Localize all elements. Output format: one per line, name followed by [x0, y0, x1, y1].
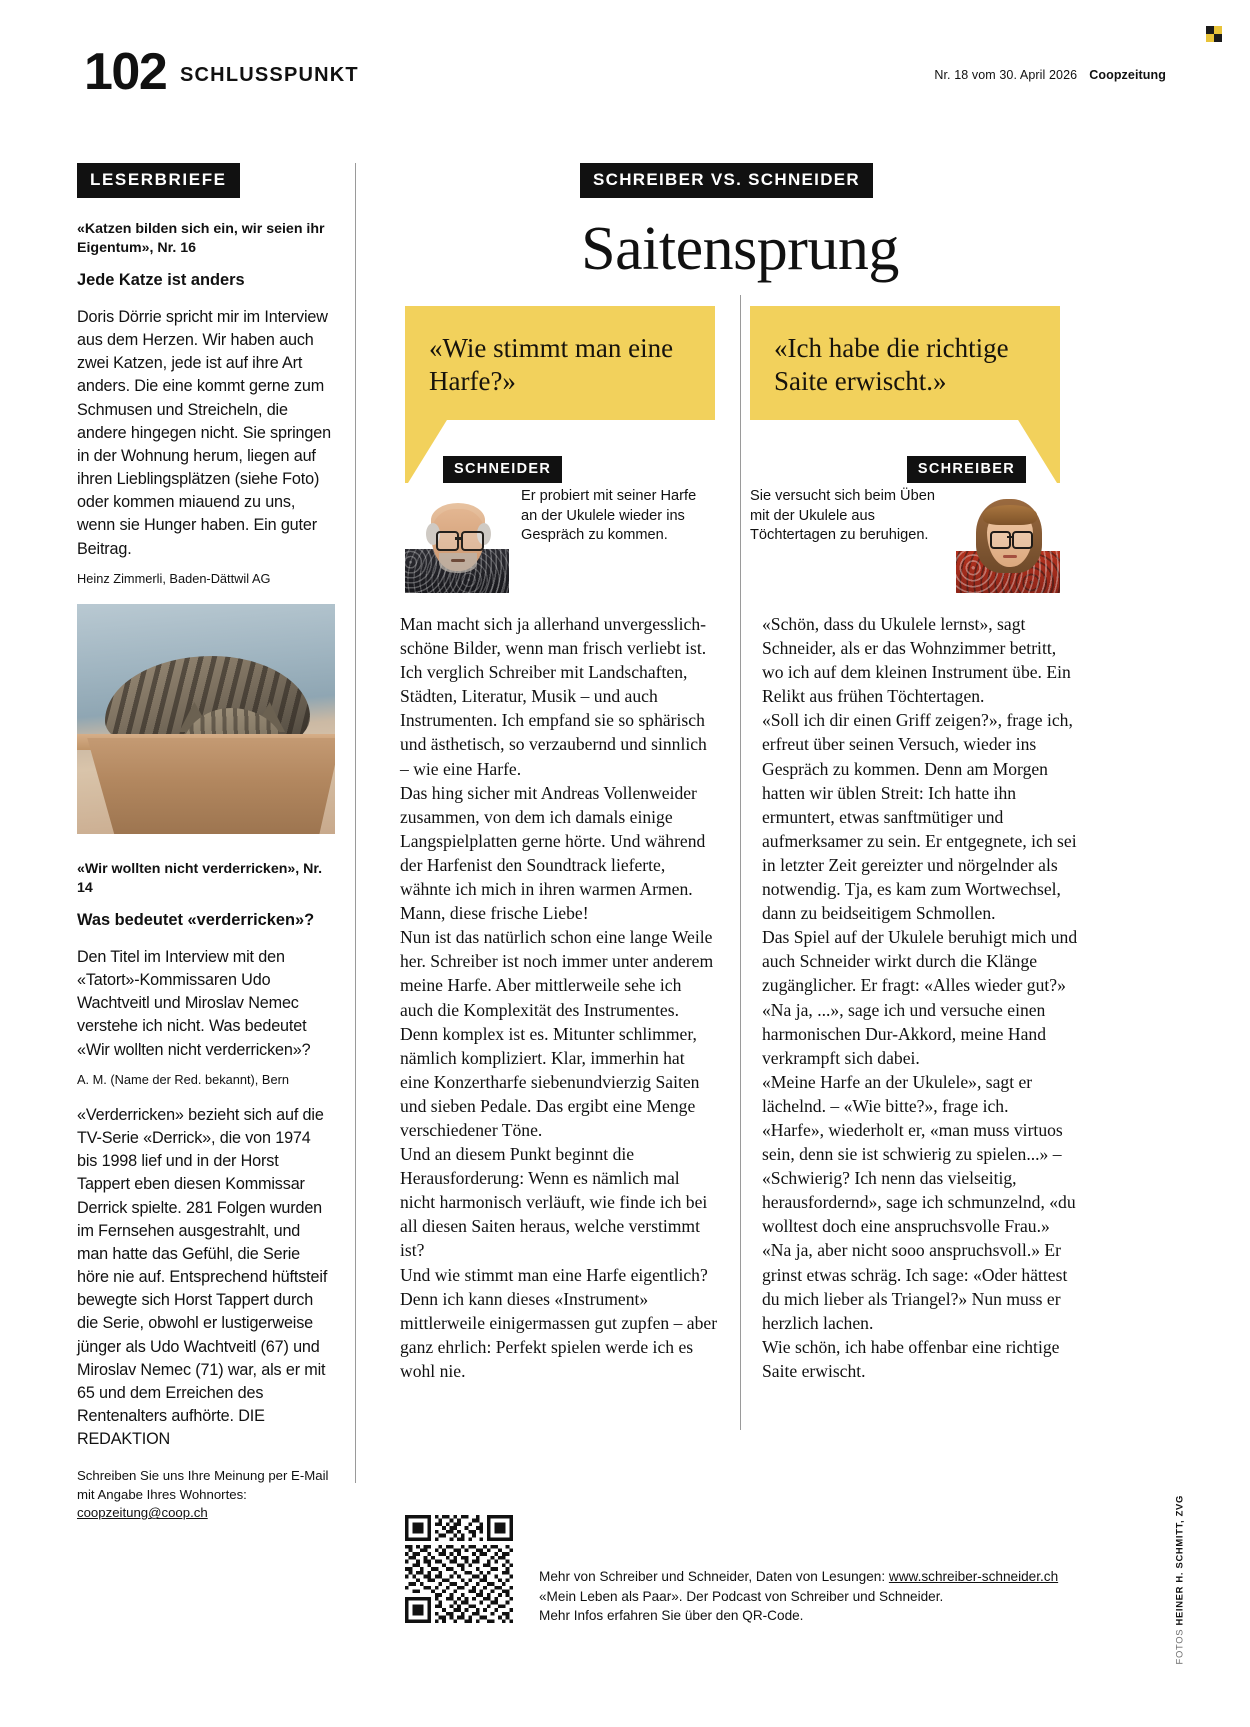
feature-column-left	[400, 612, 718, 1383]
byline-schneider	[405, 456, 715, 593]
column-divider-main	[355, 163, 356, 1483]
portrait-schreiber	[956, 483, 1060, 593]
feature-body-columns	[400, 612, 1080, 1383]
letter-signature: Heinz Zimmerli, Baden-Dättwil AG	[77, 570, 271, 586]
masthead	[84, 43, 1166, 104]
registration-mark-icon	[1206, 26, 1222, 42]
portrait-schneider	[405, 483, 509, 593]
photo-credit-label: FOTOS	[1173, 1628, 1184, 1665]
photo-credit	[1173, 1495, 1184, 1664]
feature-headline: Saitensprung	[581, 215, 899, 283]
qr-footer-text	[539, 1515, 1058, 1626]
feature-text-schneider: Man macht sich ja allerhand unvergesslich-schöne Bilder, wenn man frisch verliebt ist. Ich verglich Schreiber mit Landschaften, Städten, Literatur, Musik – und auch Instrumenten. Ich empfand sie so sphärisch und ästhetisch, so verzaubernd und sinnlich – wie eine Harfe. Das hing sicher mit Andreas Vollenweider zusammen, von dem ich damals einige Langspielplatten gerne hörte. Und während der Harfenist den Soundtrack lieferte, wähnte ich mich in ihren warmen Armen. Mann, diese frische Liebe! Nun ist das natürlich schon eine lange Weile her. Schreiber ist noch immer unter anderem meine Harfe. Aber mittlerweile sehe ich auch die Komplexität des Instrumentes. Denn komplex ist es. Mitunter schlimmer, nämlich kompliziert. Klar, immerhin hat eine Konzertharfe siebenundvierzig Saiten und sieben Pedale. Das ergibt eine Menge verschiedener Töne. Und an diesem Punkt beginnt die Herausforderung: Wenn es nämlich mal nicht harmonisch verläuft, wie finde ich bei all diesen Saiten heraus, welche verstimmt ist? Und wie stimmt man eine Harfe eigentlich? Denn ich kann dieses «Instrument» mittlerweile einigermassen gut zupfen – aber ganz ehrlich: Perfekt spielen werde ich es wohl nie.	[400, 614, 718, 1381]
quote-bubble-schneider	[405, 306, 715, 420]
issue-date: Nr. 18 vom 30. April 2026	[934, 68, 1078, 82]
letters-section-tag: LESERBRIEFE	[77, 163, 240, 198]
portrait-caption: Er probiert mit seiner Harfe an der Ukulele wieder ins Gespräch zu kommen.	[521, 488, 697, 544]
letter-signature: A. M. (Name der Red. bekannt), Bern	[77, 1071, 289, 1087]
feature-text-schreiber: «Schön, dass du Ukulele lernst», sagt Schneider, als er das Wohnzimmer betritt, wo ich auf dem kleinen Instrument übe. Ein Relikt aus frühen Töchtertagen. «Soll ich dir einen Griff zeigen?», frage ich, erfreut über seinen Versuch, wieder ins Gespräch zu kommen. Denn am Morgen hatten wir üblen Streit: Ich hatte ihn ermuntert, etwas sanftmütiger und aufmerksamer zu sein. Er entgegnete, ich sei in letzter Zeit gereizter und nörgelnder als notwendig. Tja, es kam zum Wortwechsel, dann zu beidseitigem Schmollen. Das Spiel auf der Ukulele beruhigt mich und auch Schneider wirkt durch die Klänge zugänglicher. Er fragt: «Alles wieder gut?» «Na ja, ...», sage ich und versuche einen harmonischen Dur-Akkord, meine Hand verkrampft sich dabei. «Meine Harfe an der Ukulele», sagt er lächelnd. – «Wie bitte?», frage ich. «Harfe», wiederholt er, «man muss virtuos sein, denn sie ist schwierig zu spielen...» – «Schwierig? Ich nenn das vielseitig, herausfordernd», sage ich schmunzelnd, «du wolltest doch eine anspruchsvolle Frau.» «Na ja, aber nicht sooo anspruchsvoll.» Er grinst etwas schräg. Ich sage: «Oder hättest du mich lieber als Triangel?» Nun muss er herzlich lachen. Wie schön, ich habe offenbar eine richtige Saite erwischt.	[762, 614, 1078, 1381]
feature-section-tag: SCHREIBER VS. SCHNEIDER	[580, 163, 873, 198]
quote-bubbles	[400, 306, 1080, 576]
qr-line2: «Mein Leben als Paar». Der Podcast von Schreiber und Schneider.	[539, 1588, 944, 1604]
photo-credit-value: HEINER H. SCHMITT, ZVG	[1173, 1495, 1184, 1626]
author-name-chip: SCHNEIDER	[443, 456, 562, 483]
letter-body: Doris Dörrie spricht mir im Interview aus dem Herzen. Wir haben auch zwei Katzen, jede ist auf ihre Art anders. Die eine kommt gerne zum Schmusen und Streicheln, die andere hingegen nicht. Sie springen in der Wohnung herum, liegen auf ihren Lieblingsplätzen (siehe Foto) oder kommen miauend zu uns, wenn sie Hunger haben. Ein guter Beitrag.	[77, 307, 331, 558]
quote-text: «Ich habe die richtige Saite erwischt.»	[750, 306, 1060, 420]
qr-code-icon[interactable]	[405, 1515, 513, 1623]
section-title: SCHLUSSPUNKT	[180, 64, 359, 86]
qr-line1-prefix: Mehr von Schreiber und Schneider, Daten von Lesungen:	[539, 1569, 889, 1584]
letter-reference: «Wir wollten nicht verderricken», Nr. 14	[77, 860, 323, 896]
letter-title: Was bedeutet «verderricken»?	[77, 911, 315, 930]
letter-item	[77, 220, 335, 587]
submission-note-text: Schreiben Sie uns Ihre Meinung per E-Mail mit Angabe Ihres Wohnortes:	[77, 1468, 329, 1502]
letters-submission-note	[77, 1467, 335, 1522]
feature-article	[400, 163, 1080, 1383]
schreiber-schneider-link[interactable]: www.schreiber-schneider.ch	[888, 1569, 1059, 1584]
letter-title: Jede Katze ist anders	[77, 271, 245, 290]
byline-schreiber	[750, 456, 1060, 593]
author-name-chip: SCHREIBER	[907, 456, 1026, 483]
letters-email-link[interactable]: coopzeitung@coop.ch	[77, 1505, 208, 1521]
reader-photo-cat	[77, 604, 335, 834]
quote-bubble-schreiber	[750, 306, 1060, 420]
publication-brand: Coopzeitung	[1089, 68, 1166, 82]
qr-line3: Mehr Infos erfahren Sie über den QR-Code.	[539, 1608, 804, 1624]
feature-column-right	[762, 612, 1080, 1383]
letter-reference: «Katzen bilden sich ein, wir seien ihr Eigentum», Nr. 16	[77, 221, 325, 256]
letter-body: Den Titel im Interview mit den «Tatort»-Kommissaren Udo Wachtveitl und Miroslav Nemec verstehe ich nicht. Was bedeutet «Wir wollten nicht verderricken»?	[77, 947, 311, 1059]
page-number: 102	[84, 43, 167, 101]
qr-footer	[405, 1515, 1058, 1626]
portrait-caption: Sie versucht sich beim Üben mit der Ukulele aus Töchtertagen zu beruhigen.	[750, 488, 935, 544]
readers-letters-column	[77, 163, 335, 1523]
issue-info	[934, 68, 1166, 82]
quote-text: «Wie stimmt man eine Harfe?»	[405, 306, 715, 420]
letter-item	[77, 860, 335, 1451]
editorial-reply: «Verderricken» bezieht sich auf die TV-Serie «Derrick», die von 1974 bis 1998 lief und in der Horst Tappert eben diesen Kommissar Derrick spielte. 281 Folgen wurden im Fernsehen ausgestrahlt, und man hatte das Gefühl, die Serie höre nie auf. Entsprechend hüftsteif bewegte sich Horst Tappert durch die Serie, obwohl er lustigerweise jünger als Udo Wachtveitl (67) und Miroslav Nemec (71) war, als er mit 65 und dem Erreichen des Rentenalters aufhörte. DIE REDAKTION	[77, 1105, 328, 1449]
